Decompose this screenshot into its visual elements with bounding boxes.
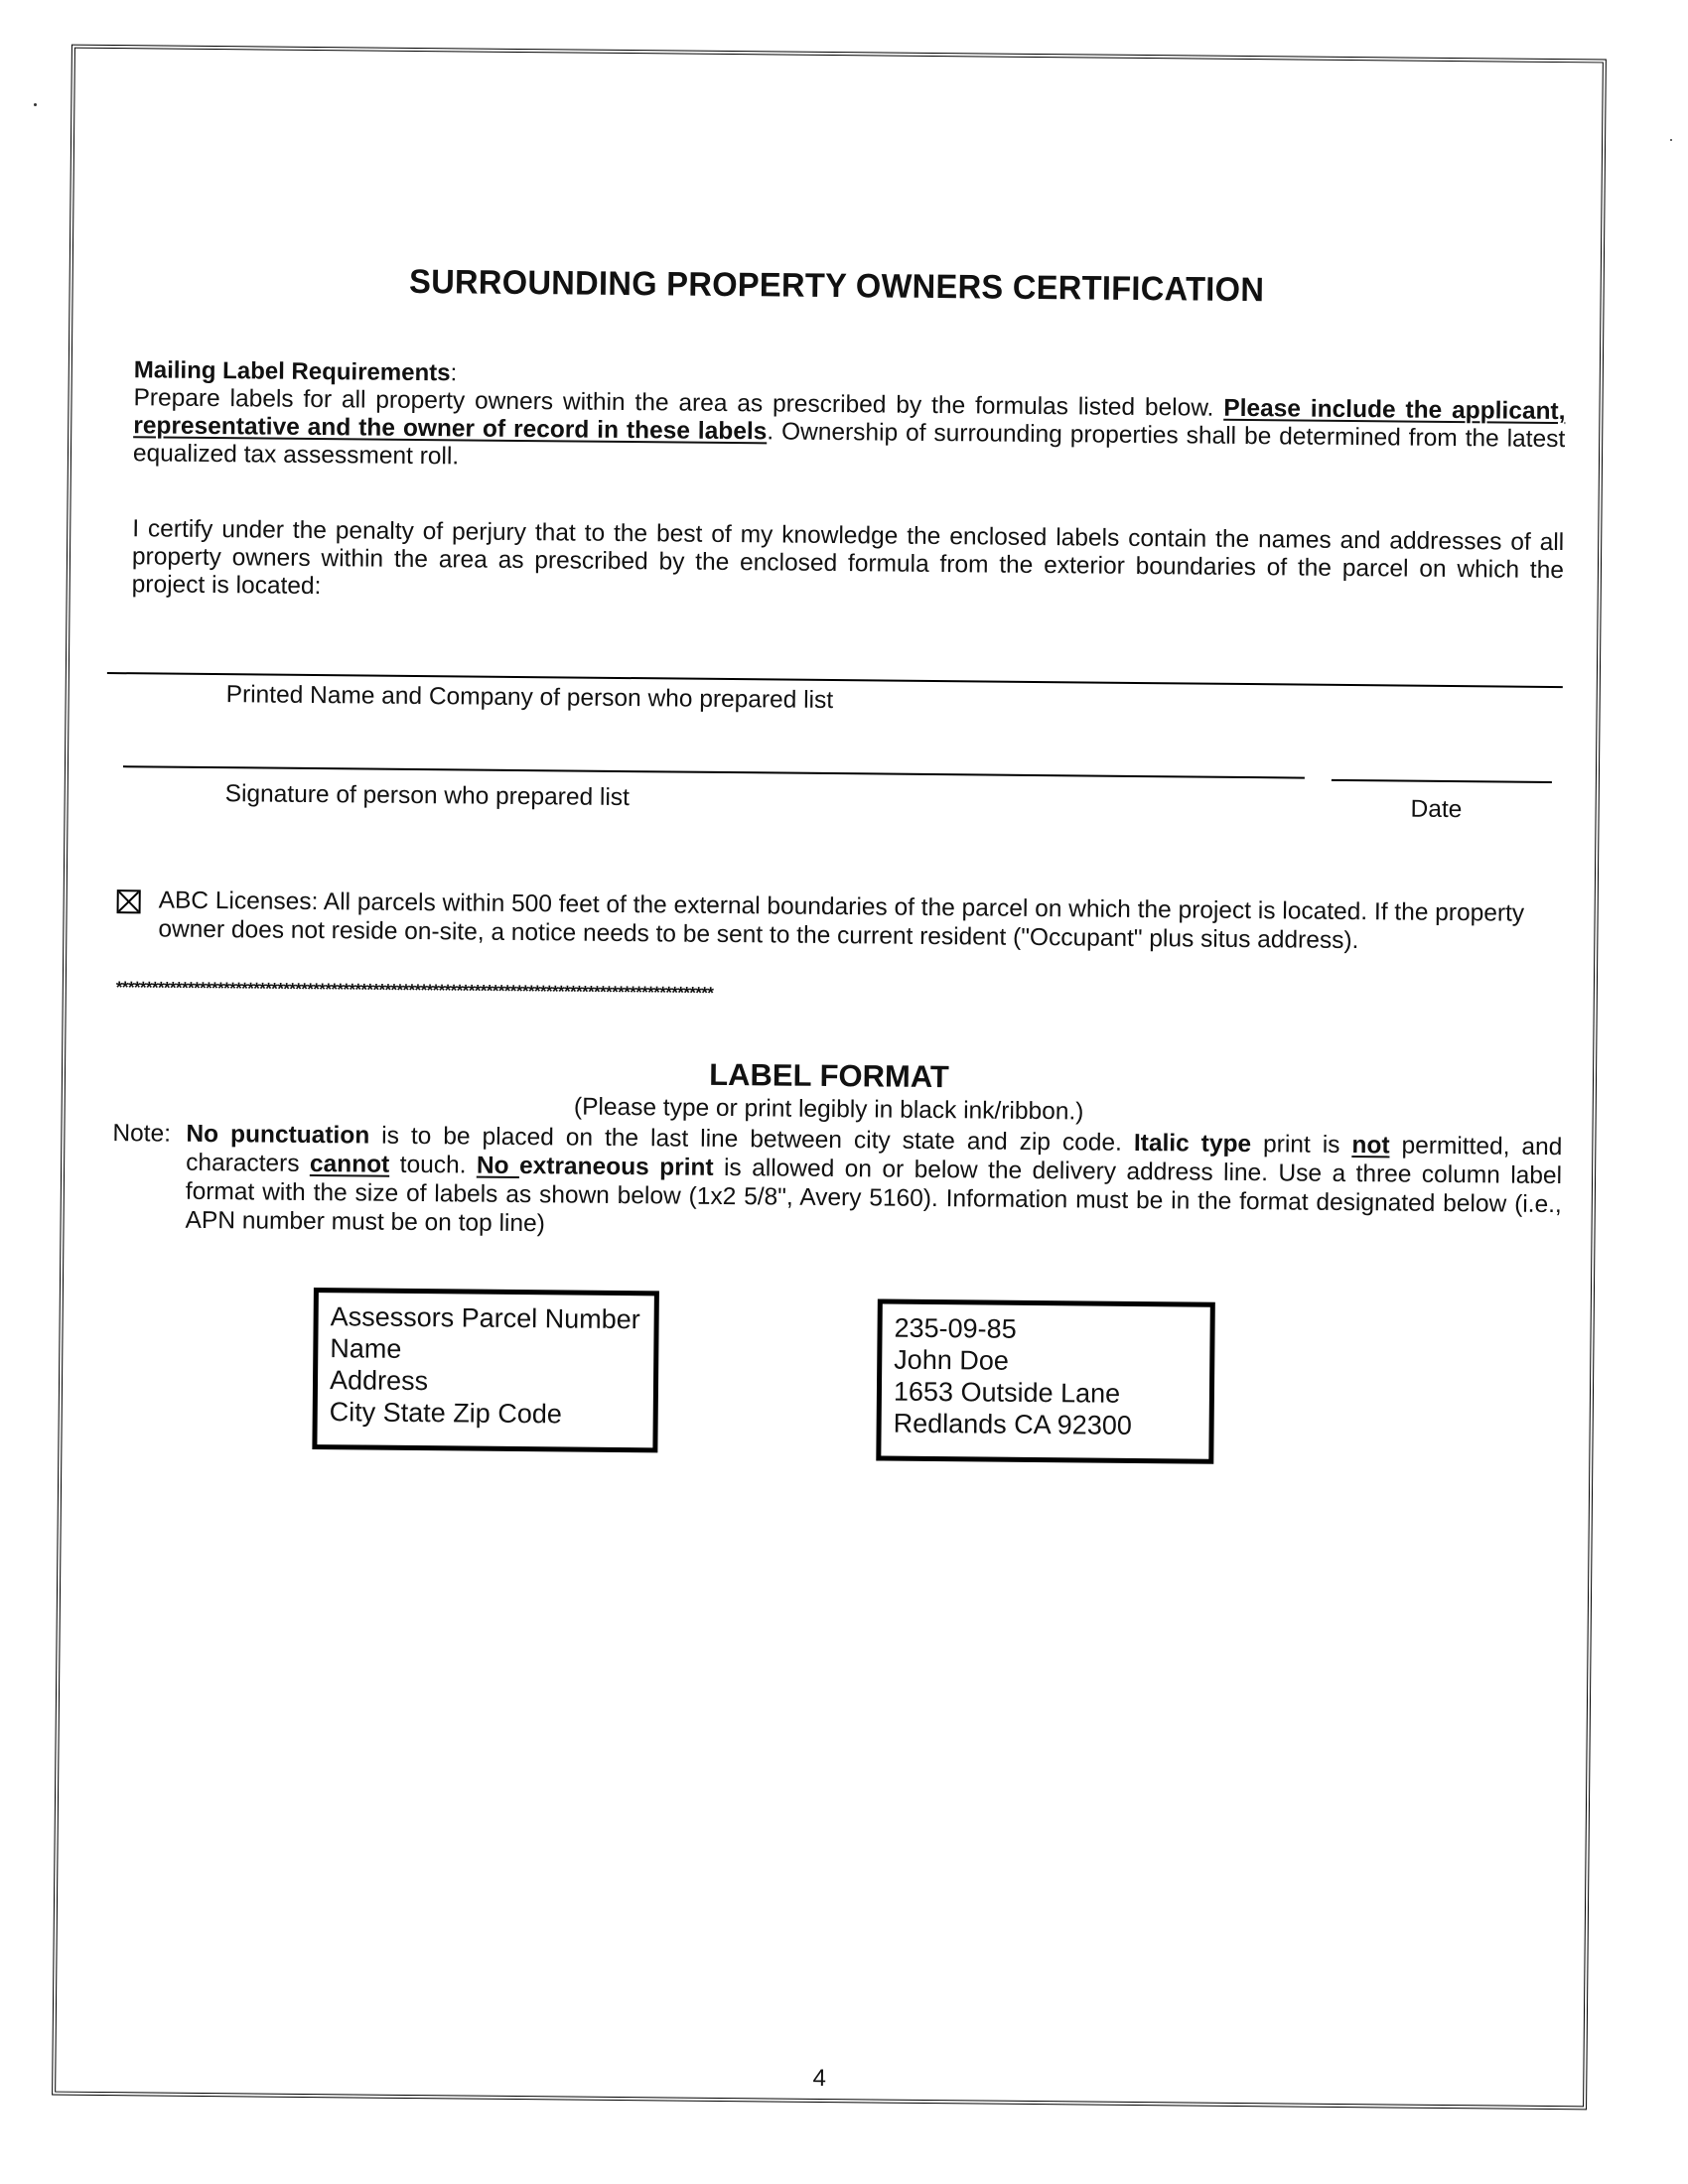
label-example-box — [876, 1298, 1215, 1463]
para-text: Prepare labels for all property owners within the area as prescribed by the formulas listed below. — [133, 384, 1224, 422]
emphasized-requirement: Please include the applicant, representative and the owner of record in these labels — [133, 394, 1566, 446]
example-line-name: John Doe — [894, 1344, 1010, 1376]
para-text: . Ownership of surrounding properties shall be determined from the latest equalized tax assessment roll. — [132, 418, 1566, 471]
asterisk-separator: **************************************************************************************************** — [115, 978, 714, 1003]
note-body — [185, 1120, 1562, 1248]
label-line-city-state-zip: City State Zip Code — [329, 1397, 562, 1430]
note-bold-underlined: cannot — [309, 1150, 390, 1178]
note-text: touch. — [389, 1151, 478, 1179]
abc-licenses-item — [116, 886, 1566, 957]
signature-label: Signature of person who prepared list — [224, 780, 631, 812]
printed-name-label: Printed Name and Company of person who prepared list — [225, 681, 834, 715]
page-number: 4 — [812, 2064, 827, 2093]
scan-speck — [34, 103, 37, 106]
heading-colon: : — [450, 359, 458, 387]
label-line-address: Address — [329, 1365, 429, 1397]
signature-line[interactable] — [123, 765, 1305, 778]
label-line-name: Name — [330, 1333, 402, 1364]
note-text: is to be placed on the last line between city state and zip code. — [369, 1122, 1135, 1157]
scan-speck — [1670, 139, 1672, 141]
page-title: SURROUNDING PROPERTY OWNERS CERTIFICATION — [408, 262, 1265, 310]
note-bold: Italic type — [1133, 1129, 1252, 1159]
page-border — [52, 45, 1607, 2111]
note-bold: extraneous print — [518, 1153, 714, 1181]
note-label: Note: — [112, 1120, 172, 1148]
date-label: Date — [1410, 795, 1463, 824]
note-bold-underlined: No — [476, 1152, 520, 1180]
mailing-requirements-paragraph — [133, 384, 1566, 481]
abc-licenses-checkbox[interactable] — [117, 889, 141, 913]
mailing-requirements-heading — [134, 356, 458, 387]
example-line-address: 1653 Outside Lane — [893, 1376, 1121, 1409]
checkbox-x-icon — [119, 891, 139, 911]
note-text: is allowed on or below the delivery address line. Use a three column label format with the size of labels as shown below (1x2 5/8", Avery 5160). Information must be in the format designated below (i.e., APN number must be on top line) — [185, 1154, 1563, 1238]
label-template-box — [312, 1288, 659, 1452]
abc-licenses-text: ABC Licenses: All parcels within 500 feet of the external boundaries of the parcel on which the project is located. If the property owner does not reside on-site, a notice needs to be sent to the current resident ("Occupant" plus situs address). — [158, 887, 1525, 955]
heading-text: Mailing Label Requirements — [133, 356, 451, 387]
label-line-apn: Assessors Parcel Number — [330, 1301, 640, 1335]
note-bold-underlined: not — [1351, 1132, 1390, 1160]
note-bold: No punctuation — [186, 1120, 370, 1150]
label-format-title: LABEL FORMAT — [709, 1056, 950, 1095]
certification-paragraph: I certify under the penalty of perjury that to the best of my knowledge the enclosed labels contain the names and addresses of all property owners within the area as prescribed by the enclosed formula from the exterior boundaries of the parcel on which the project is located: — [131, 515, 1565, 601]
example-line-city-state-zip: Redlands CA 92300 — [893, 1408, 1132, 1440]
label-format-subtitle: (Please type or print legibly in black ink/ribbon.) — [573, 1093, 1084, 1126]
note-text: permitted, and characters — [186, 1132, 1563, 1177]
date-line[interactable] — [1332, 779, 1552, 783]
label-format-note — [111, 1119, 1562, 1248]
example-line-apn: 235-09-85 — [894, 1312, 1017, 1344]
note-text: print is — [1250, 1131, 1352, 1160]
